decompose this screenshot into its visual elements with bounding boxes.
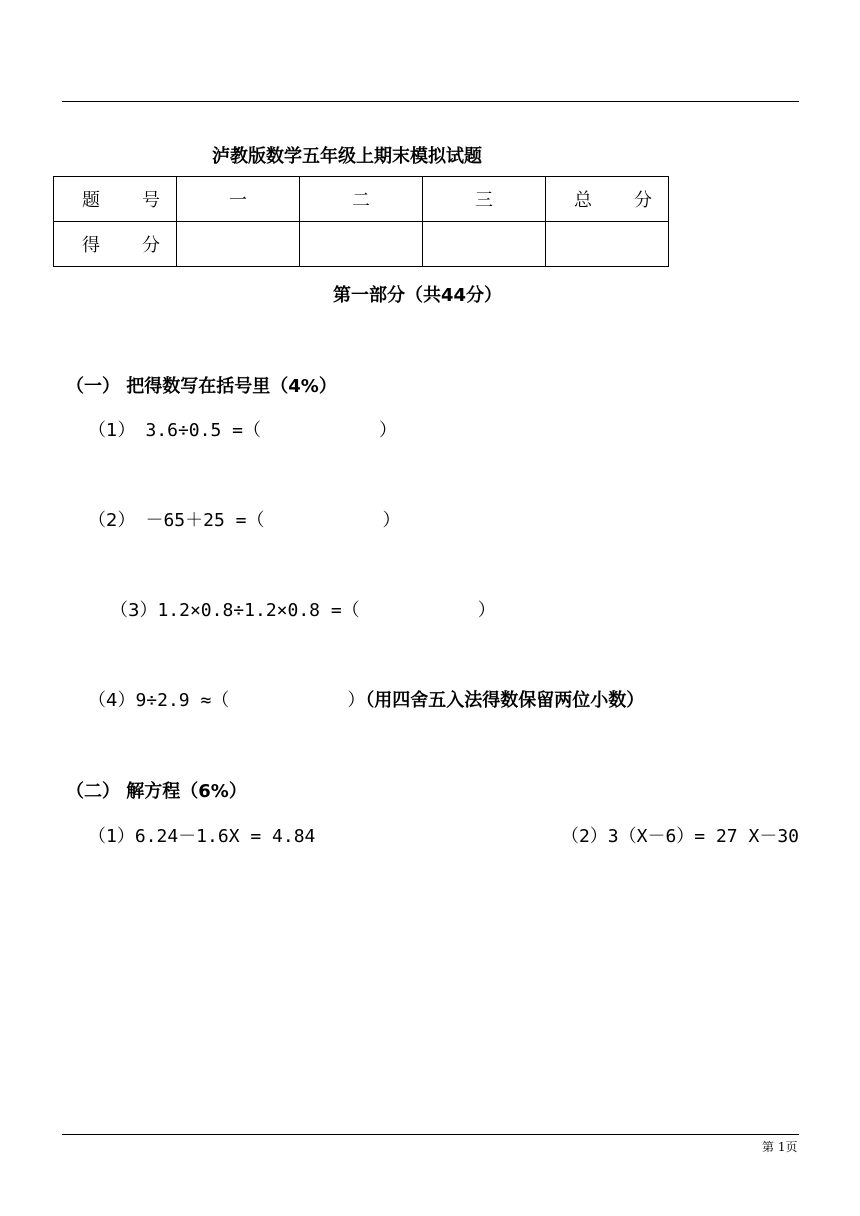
- score-cell-1[interactable]: [177, 222, 300, 267]
- part-title: 第一部分（共44分）: [333, 285, 503, 306]
- question-3-close-paren: ）: [477, 600, 496, 621]
- exam-title: 泸教版数学五年级上期末模拟试题: [212, 146, 482, 167]
- header-col-2: 二: [300, 177, 423, 222]
- header-char-2: 号: [142, 190, 160, 211]
- header-total-cell: [546, 177, 669, 222]
- total-char-1: 总: [574, 190, 592, 211]
- equation-2: （2）3（X－6）= 27 X－30: [560, 826, 799, 847]
- question-1-expression: 3.6÷0.5 =（: [145, 420, 261, 441]
- question-4-label: （4）: [88, 690, 136, 711]
- header-col-1: 一: [177, 177, 300, 222]
- score-table-header-row: [54, 177, 669, 222]
- question-4-expression: 9÷2.9 ≈（: [135, 690, 230, 711]
- score-label-cell: [54, 222, 177, 267]
- section1-heading: （一） 把得数写在括号里（4%）: [66, 376, 337, 397]
- question-4-note: （用四舍五入法得数保留两位小数）: [365, 690, 645, 711]
- header-col-3: 三: [423, 177, 546, 222]
- question-2-close-paren: ）: [382, 510, 401, 531]
- bottom-rule: [62, 1134, 799, 1135]
- score-table: [53, 176, 669, 267]
- header-label-cell: [54, 177, 177, 222]
- question-2-expression: －65＋25 =（: [145, 510, 265, 531]
- question-3: [110, 596, 496, 622]
- question-1-label: （1）: [88, 420, 136, 441]
- score-cell-2[interactable]: [300, 222, 423, 267]
- score-cell-3[interactable]: [423, 222, 546, 267]
- question-3-label: （3）: [110, 600, 158, 621]
- score-table-score-row: [54, 222, 669, 267]
- question-2: [88, 506, 400, 532]
- question-4: [88, 686, 644, 712]
- question-3-expression: 1.2×0.8÷1.2×0.8 =（: [157, 600, 360, 621]
- score-char-2: 分: [142, 235, 160, 256]
- score-cell-total[interactable]: [546, 222, 669, 267]
- score-char-1: 得: [82, 235, 100, 256]
- question-1: [88, 416, 397, 442]
- top-rule: [62, 101, 799, 102]
- question-1-close-paren: ）: [379, 420, 397, 441]
- question-4-close-paren: ）: [347, 690, 366, 711]
- question-2-label: （2）: [88, 510, 136, 531]
- total-char-2: 分: [634, 190, 652, 211]
- header-char-1: 题: [82, 190, 100, 211]
- section2-heading: （二） 解方程（6%）: [66, 781, 247, 802]
- page-number: 第 1页: [762, 1140, 798, 1154]
- equation-1: （1）6.24－1.6X = 4.84: [88, 826, 316, 847]
